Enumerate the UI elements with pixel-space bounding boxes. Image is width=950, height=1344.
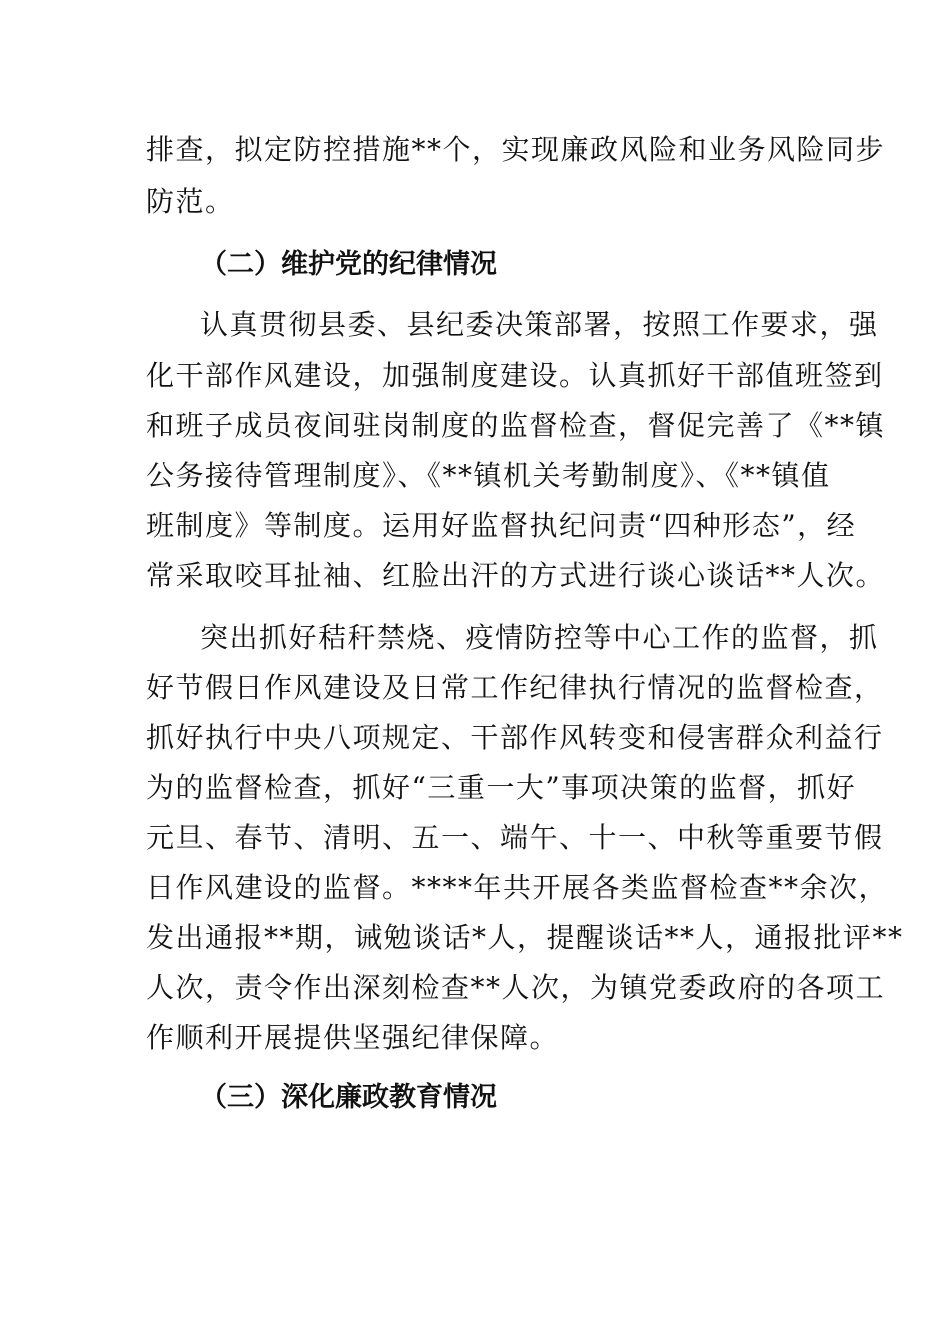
paragraph-1-line-2: 防范。 — [146, 185, 235, 218]
paragraph-3-line-3: 抓好执行中央八项规定、干部作风转变和侵害群众利益行 — [146, 721, 884, 754]
paragraph-2-line-5: 班制度》等制度。运用好监督执纪问责“四种形态”，经 — [146, 509, 857, 542]
paragraph-2-line-2: 化干部作风建设，加强制度建设。认真抓好干部值班签到 — [146, 359, 884, 392]
paragraph-2-line-6: 常采取咬耳扯袖、红脸出汗的方式进行谈心谈话**人次。 — [146, 559, 886, 592]
paragraph-3-line-5: 元旦、春节、清明、五一、端午、十一、中秋等重要节假 — [146, 821, 884, 854]
paragraph-3-line-8: 人次，责令作出深刻检查**人次，为镇党委政府的各项工 — [146, 971, 886, 1004]
paragraph-3-line-1: 突出抓好秸秆禁烧、疫情防控等中心工作的监督，抓 — [200, 621, 879, 654]
paragraph-2-line-1: 认真贯彻县委、县纪委决策部署，按照工作要求，强 — [200, 308, 879, 341]
section-heading-3: （三）深化廉政教育情况 — [200, 1082, 497, 1113]
paragraph-3-line-2: 好节假日作风建设及日常工作纪律执行情况的监督检查， — [146, 671, 884, 704]
paragraph-2-line-3: 和班子成员夜间驻岗制度的监督检查，督促完善了《**镇 — [146, 409, 886, 442]
paragraph-3-line-6: 日作风建设的监督。****年共开展各类监督检查**余次， — [146, 871, 889, 904]
paragraph-1-line-1: 排查，拟定防控措施**个，实现廉政风险和业务风险同步 — [146, 133, 886, 166]
paragraph-2-line-4: 公务接待管理制度》、《**镇机关考勤制度》、《**镇值 — [146, 459, 831, 492]
section-heading-2: （二）维护党的纪律情况 — [200, 249, 497, 280]
paragraph-3-line-4: 为的监督检查，抓好“三重一大”事项决策的监督，抓好 — [146, 771, 857, 804]
paragraph-3-line-7: 发出通报**期，诫勉谈话*人，提醒谈话**人，通报批评** — [146, 921, 904, 954]
paragraph-3-line-9: 作顺利开展提供坚强纪律保障。 — [146, 1021, 560, 1054]
